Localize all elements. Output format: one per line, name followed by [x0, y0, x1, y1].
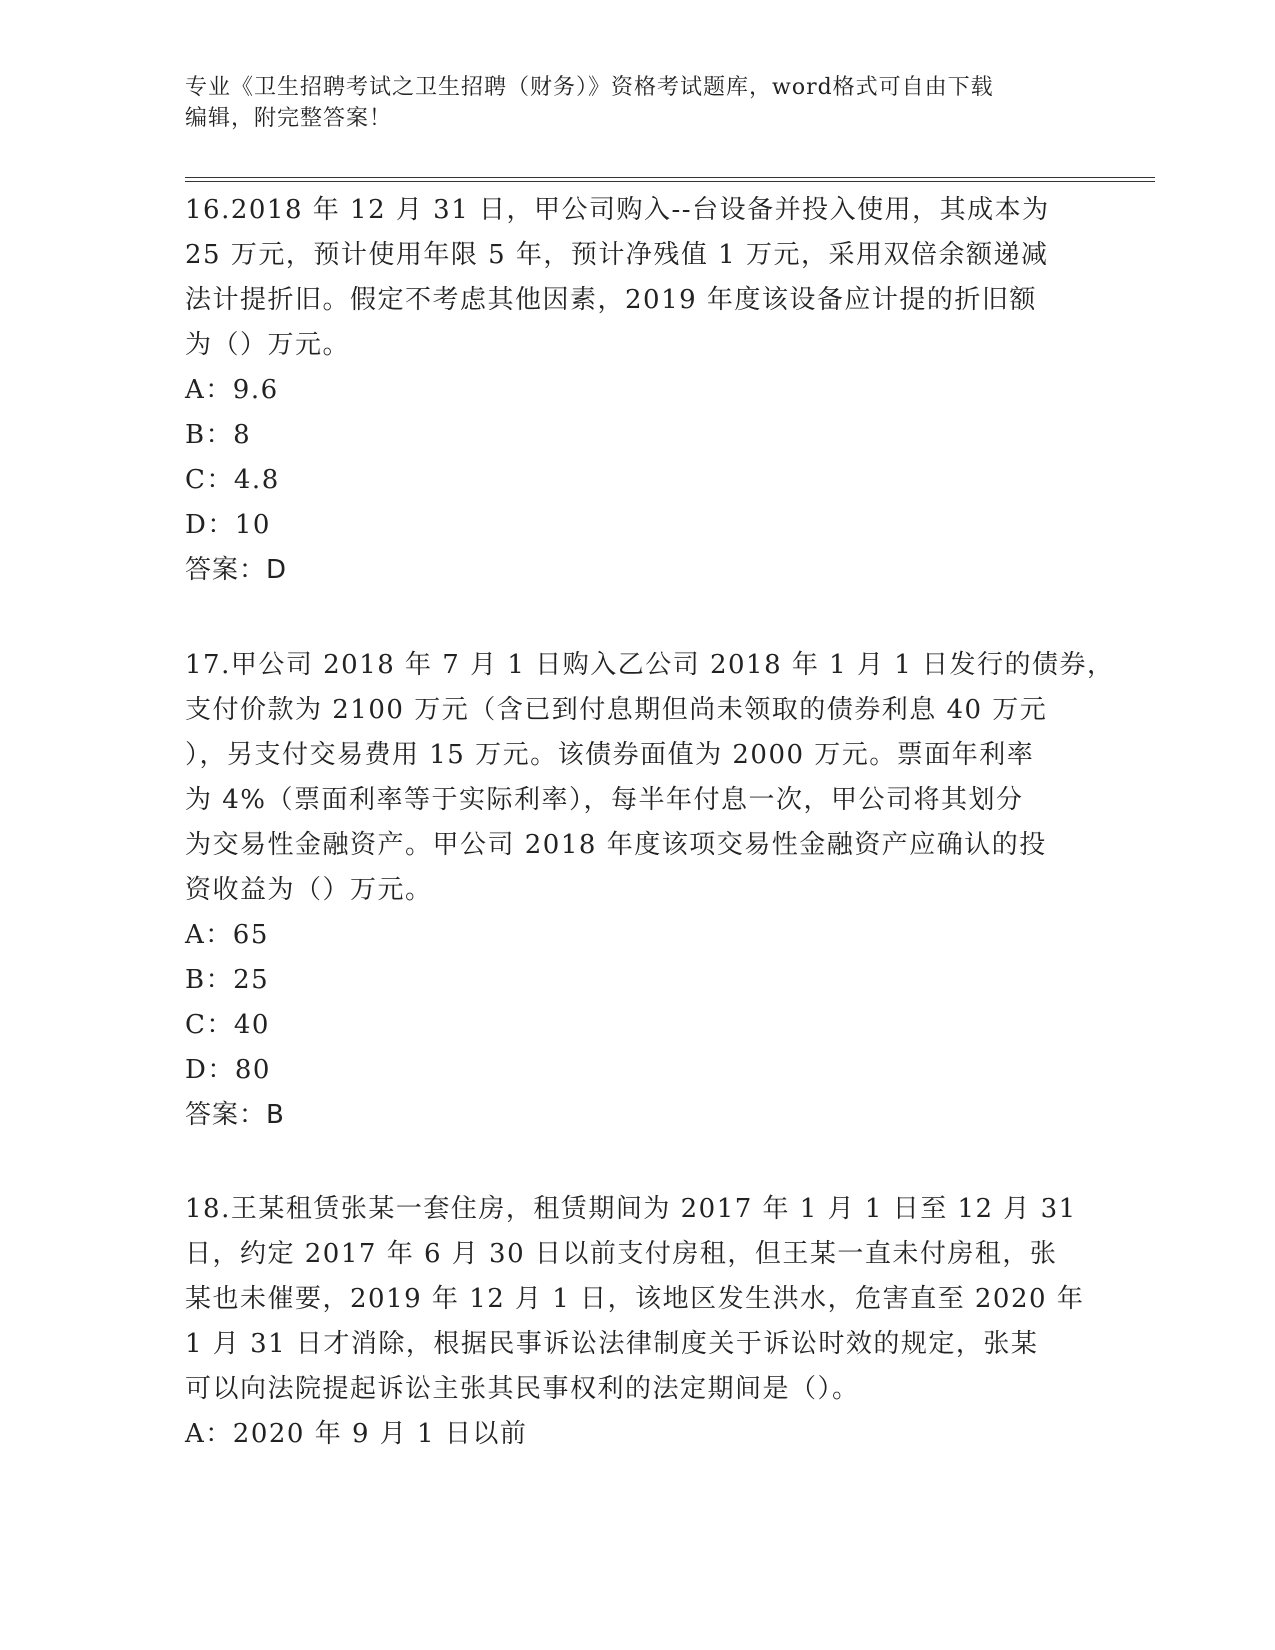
option-b: B：8 — [185, 420, 252, 450]
question-stem-line: 支付价款为 2100 万元（含已到付息期但尚未领取的债券利息 40 万元 — [185, 695, 1048, 725]
header-line-2: 编辑，附完整答案！ — [185, 106, 393, 131]
question-16 — [185, 188, 1085, 593]
question-17 — [185, 643, 1115, 1138]
question-18 — [185, 1187, 1085, 1457]
header-divider-bottom — [185, 181, 1155, 182]
question-stem-line: 为交易性金融资产。甲公司 2018 年度该项交易性金融资产应确认的投 — [185, 830, 1047, 860]
question-stem-line: 为（）万元。 — [185, 330, 351, 360]
question-stem-line: 1 月 31 日才消除，根据民事诉讼法律制度关于诉讼时效的规定，张某 — [185, 1329, 1039, 1359]
option-c: C：4.8 — [185, 465, 280, 495]
option-d: D：10 — [185, 510, 271, 540]
question-stem-line: 资收益为（）万元。 — [185, 875, 433, 905]
option-d: D：80 — [185, 1055, 271, 1085]
question-stem-line: ），另支付交易费用 15 万元。该债券面值为 2000 万元。票面年利率 — [185, 740, 1035, 770]
question-stem-line: 16.2018 年 12 月 31 日，甲公司购入--台设备并投入使用，其成本为 — [185, 195, 1050, 225]
document-header — [185, 72, 1065, 134]
option-b: B：25 — [185, 965, 270, 995]
question-stem-line: 为 4%（票面利率等于实际利率），每半年付息一次，甲公司将其划分 — [185, 785, 1024, 815]
question-stem-line: 某也未催要，2019 年 12 月 1 日，该地区发生洪水，危害直至 2020 年 — [185, 1284, 1085, 1314]
option-c: C：40 — [185, 1010, 270, 1040]
header-line-1: 专业《卫生招聘考试之卫生招聘（财务）》资格考试题库，word格式可自由下载 — [185, 75, 994, 100]
question-stem-line: 25 万元，预计使用年限 5 年，预计净残值 1 万元，采用双倍余额递减 — [185, 240, 1049, 270]
option-a: A：65 — [185, 920, 269, 950]
question-stem-line: 法计提折旧。假定不考虑其他因素，2019 年度该设备应计提的折旧额 — [185, 285, 1037, 315]
answer-line: 答案：B — [185, 1100, 285, 1130]
question-stem-line: 18.王某租赁张某一套住房，租赁期间为 2017 年 1 月 1 日至 12 月 31 — [185, 1194, 1077, 1224]
question-stem-line: 日，约定 2017 年 6 月 30 日以前支付房租，但王某一直未付房租，张 — [185, 1239, 1058, 1269]
question-stem-line: 可以向法院提起诉讼主张其民事权利的法定期间是（）。 — [185, 1374, 860, 1404]
answer-line: 答案：D — [185, 555, 288, 585]
option-a: A：2020 年 9 月 1 日以前 — [185, 1419, 528, 1449]
question-stem-line: 17.甲公司 2018 年 7 月 1 日购入乙公司 2018 年 1 月 1 日发行的债券， — [185, 650, 1115, 680]
header-divider-top — [185, 177, 1155, 178]
option-a: A：9.6 — [185, 375, 279, 405]
